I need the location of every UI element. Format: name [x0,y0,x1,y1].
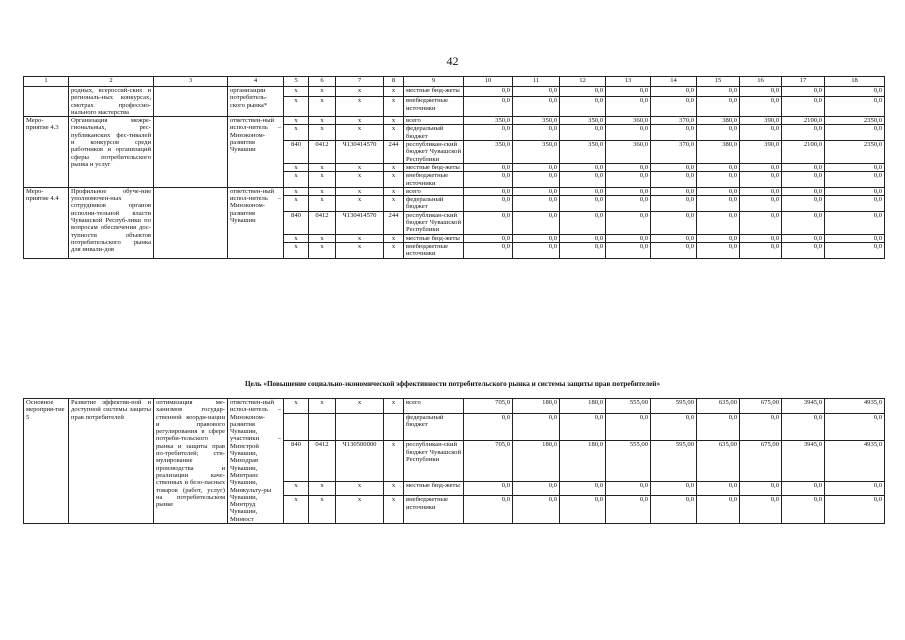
col-header: 18 [825,77,885,87]
funding-source-cell: всего [404,399,464,414]
budget-table-main [23,76,885,259]
amount-cell: 0,0 [697,481,740,496]
amount-cell: 0,0 [740,187,782,195]
budget-code-cell: x [284,97,309,117]
amount-cell: 0,0 [606,234,651,242]
amount-cell: 0,0 [825,196,885,212]
amount-cell: 0,0 [740,211,782,234]
amount-cell: 0,0 [825,97,885,117]
amount-cell: 0,0 [782,234,825,242]
funding-source-cell: федеральный бюджет [404,125,464,141]
amount-cell: 0,0 [782,87,825,97]
amount-cell: 360,0 [606,117,651,125]
amount-cell: 0,0 [560,125,606,141]
amount-cell: 0,0 [782,163,825,171]
budget-code-cell: 0412 [309,211,336,234]
table-row [24,87,885,97]
amount-cell: 0,0 [740,163,782,171]
col-header: 17 [782,77,825,87]
amount-cell: 0,0 [740,496,782,524]
amount-cell: 180,0 [560,399,606,414]
amount-cell: 0,0 [825,187,885,195]
column-number-header-row [24,77,885,87]
amount-cell: 635,00 [697,441,740,482]
amount-cell: 0,0 [825,481,885,496]
budget-code-cell: x [336,172,384,188]
amount-cell: 0,0 [740,234,782,242]
budget-code-cell: x [284,117,309,125]
amount-cell: 0,0 [740,87,782,97]
amount-cell: 360,0 [606,141,651,164]
budget-code-cell: x [384,187,404,195]
funding-source-cell: внебюджетные источники [404,242,464,258]
budget-code-cell: x [336,242,384,258]
amount-cell: 0,0 [651,481,697,496]
amount-cell: 0,0 [464,87,513,97]
amount-cell: 0,0 [697,97,740,117]
description-cell-col1: Меро-приятие 4.4 [24,187,69,258]
budget-code-cell [336,413,384,441]
amount-cell: 0,0 [697,196,740,212]
amount-cell: 0,0 [464,481,513,496]
amount-cell: 0,0 [825,172,885,188]
table-row [24,117,885,125]
amount-cell: 0,0 [513,87,560,97]
col-header: 1 [24,77,69,87]
budget-code-cell: x [384,125,404,141]
amount-cell: 0,0 [782,172,825,188]
amount-cell: 0,0 [740,196,782,212]
amount-cell: 350,0 [464,141,513,164]
amount-cell: 0,0 [651,125,697,141]
col-header: 14 [651,77,697,87]
funding-source-cell: внебюджетные источники [404,97,464,117]
funding-source-cell: внебюджетные источники [404,172,464,188]
block-measure-4-3 [24,117,885,188]
budget-code-cell: x [284,87,309,97]
amount-cell: 0,0 [606,163,651,171]
amount-cell: 0,0 [825,496,885,524]
funding-source-cell: местные бюд-жеты [404,481,464,496]
budget-code-cell: x [309,481,336,496]
table-row [24,399,885,414]
budget-code-cell: x [284,196,309,212]
amount-cell: 2100,0 [782,141,825,164]
amount-cell: 0,0 [825,234,885,242]
amount-cell: 0,0 [560,163,606,171]
description-cell-col2: Организация межре-гиональных, рес-публиканских фес-тивалей и конкурсов среди работников и организаций сферы потребительского рынка и услуг [69,117,154,188]
budget-code-cell: x [336,97,384,117]
amount-cell: 0,0 [560,234,606,242]
amount-cell: 0,0 [606,97,651,117]
col-header: 15 [697,77,740,87]
budget-code-cell [309,413,336,441]
amount-cell: 555,00 [606,441,651,482]
description-cell-col2: Профильное обуче-ние уполномочен-ных сотрудников органов исполни-тельной власти Чувашской Респуб-лики по вопросам обеспечения дос-тупности объектов потребительского рынка для инвали-дов [69,187,154,258]
description-cell-col1: Основное мероприя-тие 5 [24,399,69,524]
col-header: 7 [336,77,384,87]
amount-cell: 0,0 [782,242,825,258]
amount-cell: 0,0 [651,413,697,441]
budget-code-cell: x [309,399,336,414]
amount-cell: 595,00 [651,441,697,482]
amount-cell: 0,0 [651,242,697,258]
budget-code-cell: x [284,172,309,188]
budget-code-cell: Ч130500000 [336,441,384,482]
amount-cell: 0,0 [464,211,513,234]
budget-code-cell: Ч130414570 [336,211,384,234]
amount-cell: 390,0 [740,141,782,164]
amount-cell: 0,0 [782,496,825,524]
amount-cell: 0,0 [464,413,513,441]
budget-code-cell: x [384,441,404,482]
budget-code-cell: x [336,496,384,524]
amount-cell: 635,00 [697,399,740,414]
budget-code-cell: x [309,97,336,117]
amount-cell: 0,0 [825,413,885,441]
table-row [24,187,885,195]
description-cell-col3 [154,87,228,117]
amount-cell: 0,0 [560,97,606,117]
description-cell-col4: ответствен-ный испол-нитель – Минэконом-развития Чувашии, участники – Минстрой Чувашии, Минздрав Чувашии, Минтранс Чувашии, Минкульту-ры Чувашии, Минтруд Чувашии, Минюст [228,399,284,524]
budget-code-cell: x [284,234,309,242]
budget-code-cell: 244 [384,141,404,164]
description-cell-col4: организации потребитель-ского рынка* [228,87,284,117]
amount-cell: 0,0 [825,242,885,258]
budget-code-cell: x [309,172,336,188]
funding-source-cell: республикан-ский бюджет Чувашской Республики [404,441,464,482]
amount-cell: 0,0 [740,242,782,258]
budget-code-cell: x [309,187,336,195]
amount-cell: 350,0 [560,117,606,125]
amount-cell: 390,0 [740,117,782,125]
amount-cell: 2100,0 [782,117,825,125]
amount-cell: 0,0 [560,187,606,195]
amount-cell: 0,0 [560,196,606,212]
funding-source-cell: всего [404,117,464,125]
col-header: 2 [69,77,154,87]
amount-cell: 380,0 [697,117,740,125]
description-cell-col3 [154,187,228,258]
amount-cell: 0,0 [513,496,560,524]
amount-cell: 0,0 [825,211,885,234]
description-cell-col2: Развитие эффектив-ной и доступной системы защиты прав потребителей [69,399,154,524]
amount-cell: 0,0 [606,242,651,258]
budget-code-cell: x [384,399,404,414]
funding-source-cell: местные бюд-жеты [404,234,464,242]
col-header: 6 [309,77,336,87]
amount-cell: 0,0 [782,481,825,496]
budget-code-cell: 840 [284,441,309,482]
col-header: 5 [284,77,309,87]
amount-cell: 0,0 [740,172,782,188]
amount-cell: 0,0 [513,234,560,242]
funding-source-cell: федеральный бюджет [404,413,464,441]
amount-cell: 0,0 [782,211,825,234]
amount-cell: 0,0 [697,242,740,258]
budget-code-cell: x [309,117,336,125]
amount-cell: 0,0 [782,196,825,212]
budget-code-cell: x [384,172,404,188]
amount-cell: 350,0 [513,141,560,164]
amount-cell: 595,00 [651,399,697,414]
amount-cell: 370,0 [651,117,697,125]
amount-cell: 0,0 [464,496,513,524]
amount-cell: 555,00 [606,399,651,414]
budget-table-goal [23,398,885,524]
amount-cell: 0,0 [464,242,513,258]
amount-cell: 0,0 [782,187,825,195]
amount-cell: 0,0 [825,163,885,171]
amount-cell: 0,0 [697,125,740,141]
budget-code-cell: x [336,117,384,125]
page-number: 42 [446,54,459,68]
budget-code-cell: x [336,399,384,414]
amount-cell: 350,0 [560,141,606,164]
amount-cell: 3945,0 [782,399,825,414]
budget-code-cell: x [284,496,309,524]
amount-cell: 0,0 [560,496,606,524]
budget-code-cell: x [384,196,404,212]
budget-code-cell: x [309,234,336,242]
amount-cell: 0,0 [513,187,560,195]
budget-code-cell: Ч130414570 [336,141,384,164]
col-header: 3 [154,77,228,87]
goal-heading: Цель «Повышение социально-экономической эффективности потребительского рынка и системы защиты прав потребителей» [244,380,661,388]
amount-cell: 0,0 [560,242,606,258]
budget-code-cell: x [309,125,336,141]
budget-code-cell: x [309,87,336,97]
budget-code-cell: 0412 [309,441,336,482]
amount-cell: 0,0 [651,163,697,171]
amount-cell: 0,0 [513,125,560,141]
amount-cell: 180,0 [513,441,560,482]
col-header: 10 [464,77,513,87]
budget-code-cell: x [384,163,404,171]
budget-code-cell: x [336,163,384,171]
amount-cell: 0,0 [651,196,697,212]
amount-cell: 675,00 [740,399,782,414]
description-cell-col4: ответствен-ный испол-нитель – Минэконом-развития Чувашии [228,117,284,188]
budget-code-cell: x [336,125,384,141]
budget-code-cell: x [384,234,404,242]
amount-cell: 0,0 [825,125,885,141]
amount-cell: 4935,0 [825,399,885,414]
amount-cell: 0,0 [513,196,560,212]
amount-cell: 0,0 [560,211,606,234]
amount-cell: 0,0 [560,413,606,441]
budget-code-cell: x [309,196,336,212]
description-cell-col2: родных, всероссий-ских и региональ-ных конкурсах, смотрах профессио-нального мастерства [69,87,154,117]
description-cell-col3: оптимизация ме-ханизмов государ-ственной коорди-нации и правового регулирования в сфере потреби-тельского рынка и защиты прав по-требителей; сти-мулирование производства и реализации каче-ственных и безо-пасных товаров (работ, услуг) на потребительском рынке [154,399,228,524]
funding-source-cell: республикан-ский бюджет Чувашской Республики [404,141,464,164]
amount-cell: 0,0 [651,172,697,188]
description-cell-col1: Меро-приятие 4.3 [24,117,69,188]
amount-cell: 0,0 [513,413,560,441]
amount-cell: 0,0 [697,234,740,242]
budget-code-cell: x [336,87,384,97]
amount-cell: 0,0 [606,87,651,97]
amount-cell: 0,0 [697,496,740,524]
amount-cell: 0,0 [651,211,697,234]
amount-cell: 0,0 [513,97,560,117]
budget-code-cell: x [284,125,309,141]
amount-cell: 0,0 [740,481,782,496]
amount-cell: 0,0 [825,87,885,97]
amount-cell: 0,0 [697,172,740,188]
amount-cell: 0,0 [782,413,825,441]
col-header: 8 [384,77,404,87]
budget-code-cell [284,413,309,441]
description-cell-col3 [154,117,228,188]
funding-source-cell: местные бюд-жеты [404,163,464,171]
amount-cell: 0,0 [697,211,740,234]
amount-cell: 0,0 [464,172,513,188]
amount-cell: 370,0 [651,141,697,164]
funding-source-cell: всего [404,187,464,195]
amount-cell: 3945,0 [782,441,825,482]
budget-code-cell: x [284,163,309,171]
col-header: 9 [404,77,464,87]
block-main-measure-5 [24,399,885,524]
funding-source-cell: республикан-ский бюджет Чувашской Республики [404,211,464,234]
amount-cell: 0,0 [513,163,560,171]
funding-source-cell: федеральный бюджет [404,196,464,212]
budget-code-cell: x [284,399,309,414]
budget-code-cell: x [309,496,336,524]
budget-code-cell: x [336,187,384,195]
amount-cell: 2350,0 [825,117,885,125]
budget-code-cell [384,413,404,441]
amount-cell: 0,0 [464,196,513,212]
amount-cell: 675,00 [740,441,782,482]
budget-code-cell: x [309,163,336,171]
amount-cell: 0,0 [606,496,651,524]
amount-cell: 4935,0 [825,441,885,482]
col-header: 13 [606,77,651,87]
amount-cell: 0,0 [560,172,606,188]
amount-cell: 0,0 [651,97,697,117]
amount-cell: 0,0 [740,413,782,441]
block-continued [24,87,885,117]
amount-cell: 0,0 [513,481,560,496]
budget-code-cell: x [384,87,404,97]
amount-cell: 0,0 [560,87,606,97]
amount-cell: 0,0 [651,234,697,242]
amount-cell: 350,0 [464,117,513,125]
budget-code-cell: x [336,196,384,212]
budget-code-cell: 244 [384,211,404,234]
amount-cell: 0,0 [606,125,651,141]
amount-cell: 0,0 [464,125,513,141]
amount-cell: 0,0 [560,481,606,496]
amount-cell: 0,0 [513,172,560,188]
budget-code-cell: x [284,481,309,496]
budget-code-cell: 0412 [309,141,336,164]
amount-cell: 0,0 [606,196,651,212]
description-cell-col1 [24,87,69,117]
amount-cell: 0,0 [740,97,782,117]
amount-cell: 0,0 [606,481,651,496]
col-header: 12 [560,77,606,87]
budget-code-cell: x [384,496,404,524]
amount-cell: 0,0 [651,87,697,97]
amount-cell: 0,0 [513,211,560,234]
funding-source-cell: местные бюд-жеты [404,87,464,97]
budget-code-cell: x [384,117,404,125]
budget-code-cell: x [336,481,384,496]
col-header: 16 [740,77,782,87]
amount-cell: 0,0 [651,496,697,524]
amount-cell: 0,0 [606,172,651,188]
budget-code-cell: x [284,242,309,258]
amount-cell: 180,0 [513,399,560,414]
amount-cell: 180,0 [560,441,606,482]
block-measure-4-4 [24,187,885,258]
amount-cell: 350,0 [513,117,560,125]
budget-code-cell: x [384,242,404,258]
budget-code-cell: x [284,187,309,195]
amount-cell: 705,0 [464,441,513,482]
amount-cell: 380,0 [697,141,740,164]
amount-cell: 0,0 [513,242,560,258]
amount-cell: 0,0 [697,163,740,171]
budget-code-cell: x [309,242,336,258]
col-header: 11 [513,77,560,87]
amount-cell: 705,0 [464,399,513,414]
amount-cell: 0,0 [464,234,513,242]
amount-cell: 0,0 [782,125,825,141]
amount-cell: 0,0 [697,413,740,441]
budget-code-cell: x [384,97,404,117]
budget-code-cell: x [384,481,404,496]
amount-cell: 0,0 [740,125,782,141]
amount-cell: 0,0 [606,211,651,234]
amount-cell: 0,0 [606,413,651,441]
description-cell-col4: ответствен-ный испол-нитель – Минэконом-развития Чувашии [228,187,284,258]
amount-cell: 0,0 [464,187,513,195]
amount-cell: 0,0 [782,97,825,117]
col-header: 4 [228,77,284,87]
budget-code-cell: x [336,234,384,242]
amount-cell: 0,0 [464,163,513,171]
amount-cell: 0,0 [464,97,513,117]
budget-code-cell: 840 [284,211,309,234]
funding-source-cell: внебюджетные источники [404,496,464,524]
amount-cell: 2350,0 [825,141,885,164]
budget-code-cell: 840 [284,141,309,164]
amount-cell: 0,0 [606,187,651,195]
amount-cell: 0,0 [697,87,740,97]
amount-cell: 0,0 [697,187,740,195]
amount-cell: 0,0 [651,187,697,195]
